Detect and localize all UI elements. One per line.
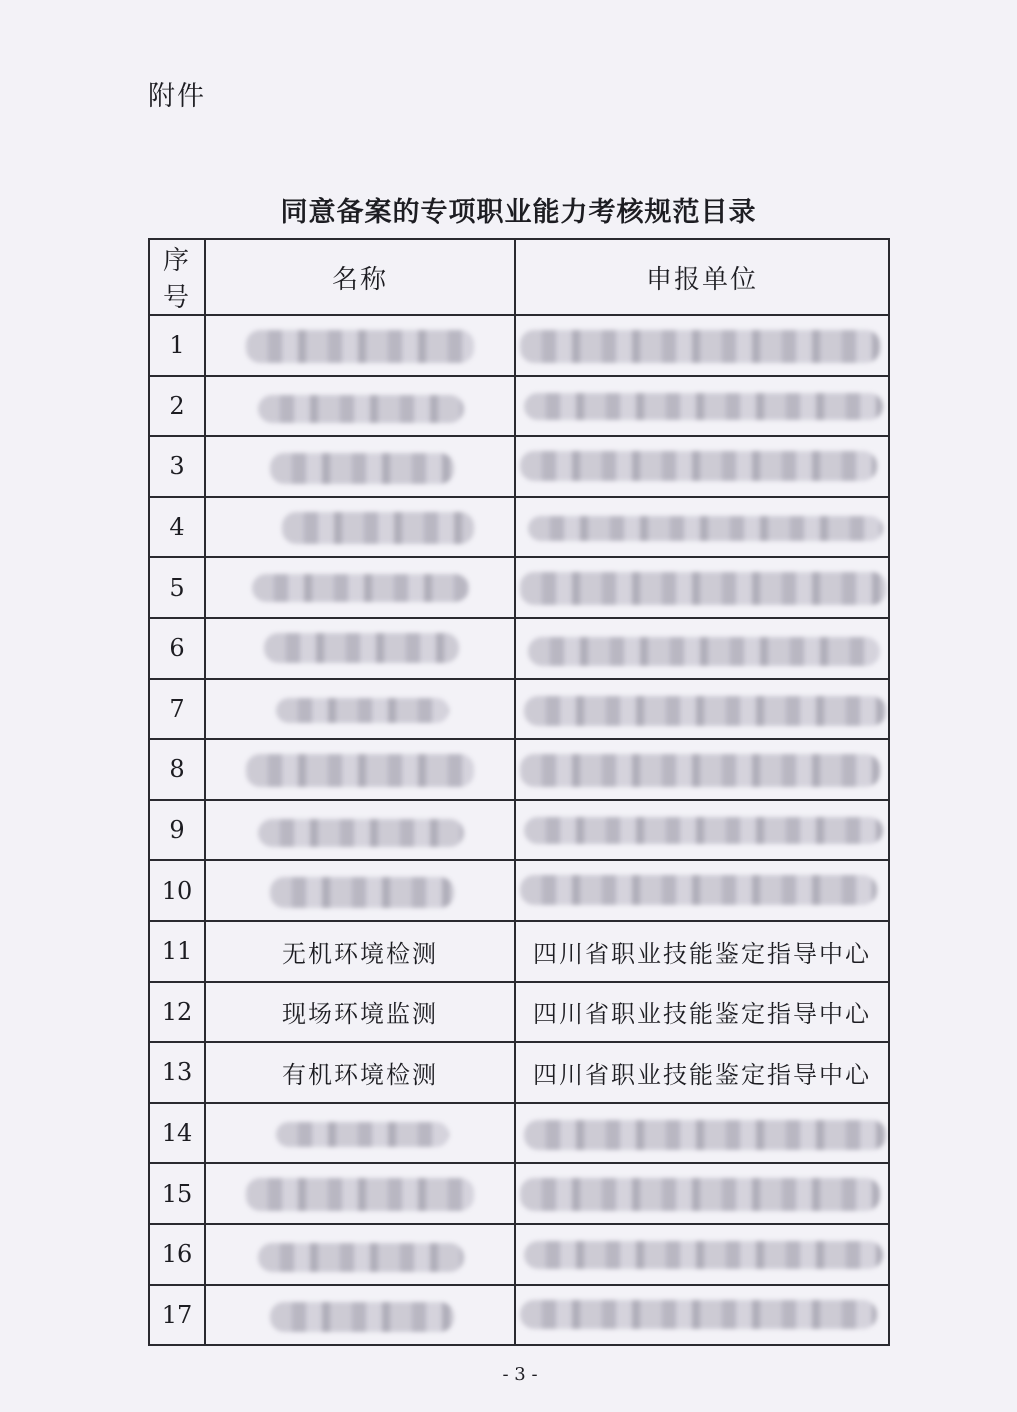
redaction-blur xyxy=(246,330,474,363)
cell-applicant-unit-text: 四川省职业技能鉴定指导中心 xyxy=(533,1000,871,1029)
cell-name xyxy=(205,557,515,618)
redaction-blur xyxy=(520,754,880,787)
redaction-blur xyxy=(270,1302,454,1333)
cell-applicant-unit xyxy=(515,1042,889,1103)
redaction-blur xyxy=(524,1120,886,1151)
attachment-label: 附件 xyxy=(148,81,206,112)
page-number: - 3 - xyxy=(502,1364,538,1385)
redaction-blur xyxy=(524,1241,883,1269)
cell-applicant-unit xyxy=(515,315,889,376)
cell-serial-number: 11 xyxy=(149,921,205,982)
cell-name xyxy=(205,800,515,861)
table-row xyxy=(149,557,889,618)
redaction-blur xyxy=(520,451,877,481)
cell-serial-number: 2 xyxy=(149,376,205,437)
table-row xyxy=(149,618,889,679)
redaction-blur xyxy=(520,330,880,363)
cell-applicant-unit xyxy=(515,618,889,679)
cell-applicant-unit xyxy=(515,1103,889,1164)
cell-name xyxy=(205,860,515,921)
cell-applicant-unit xyxy=(515,1285,889,1346)
cell-applicant-unit xyxy=(515,1163,889,1224)
table-row xyxy=(149,800,889,861)
redaction-blur xyxy=(524,393,883,421)
cell-name xyxy=(205,618,515,679)
header-applicant-unit: 申报单位 xyxy=(515,239,889,315)
cell-name xyxy=(205,921,515,982)
redaction-blur xyxy=(520,572,886,605)
cell-serial-number: 16 xyxy=(149,1224,205,1285)
cell-applicant-unit xyxy=(515,497,889,558)
table-header-row xyxy=(149,239,889,315)
redaction-blur xyxy=(520,1300,877,1330)
cell-applicant-unit xyxy=(515,982,889,1043)
redaction-blur xyxy=(276,698,449,724)
redaction-blur xyxy=(246,1178,474,1211)
redaction-blur xyxy=(246,754,474,787)
header-serial-number: 序号 xyxy=(149,239,205,315)
table-row xyxy=(149,860,889,921)
table-row xyxy=(149,1163,889,1224)
cell-applicant-unit xyxy=(515,436,889,497)
cell-serial-number: 7 xyxy=(149,679,205,740)
cell-name xyxy=(205,376,515,437)
table-row xyxy=(149,982,889,1043)
cell-serial-number: 4 xyxy=(149,497,205,558)
redaction-blur xyxy=(528,516,883,542)
cell-name xyxy=(205,982,515,1043)
table-row xyxy=(149,315,889,376)
cell-serial-number: 8 xyxy=(149,739,205,800)
table-body xyxy=(149,315,889,1345)
redaction-blur xyxy=(520,1178,880,1211)
table-row xyxy=(149,739,889,800)
table-row xyxy=(149,1103,889,1164)
redaction-blur xyxy=(524,696,886,727)
table-row xyxy=(149,1285,889,1346)
table-row xyxy=(149,1224,889,1285)
cell-name xyxy=(205,1224,515,1285)
cell-serial-number: 14 xyxy=(149,1103,205,1164)
cell-name-text: 无机环境检测 xyxy=(282,939,438,968)
document-title: 同意备案的专项职业能力考核规范目录 xyxy=(280,197,757,228)
table-row xyxy=(149,1042,889,1103)
redaction-blur xyxy=(258,819,464,848)
table-row xyxy=(149,679,889,740)
redaction-blur xyxy=(282,512,474,545)
redaction-blur xyxy=(270,877,454,908)
cell-name xyxy=(205,1163,515,1224)
header-name: 名称 xyxy=(205,239,515,315)
redaction-blur xyxy=(270,453,454,484)
cell-serial-number: 17 xyxy=(149,1285,205,1346)
cell-serial-number: 9 xyxy=(149,800,205,861)
redaction-blur xyxy=(258,1243,464,1272)
cell-name xyxy=(205,436,515,497)
redaction-blur xyxy=(264,633,459,663)
cell-name xyxy=(205,497,515,558)
cell-applicant-unit xyxy=(515,1224,889,1285)
catalog-table xyxy=(148,238,890,1346)
cell-name xyxy=(205,739,515,800)
cell-serial-number: 15 xyxy=(149,1163,205,1224)
cell-applicant-unit xyxy=(515,739,889,800)
cell-serial-number: 12 xyxy=(149,982,205,1043)
cell-name-text: 有机环境检测 xyxy=(282,1060,438,1089)
redaction-blur xyxy=(252,574,469,602)
cell-name xyxy=(205,679,515,740)
cell-serial-number: 13 xyxy=(149,1042,205,1103)
table-row xyxy=(149,497,889,558)
cell-applicant-unit xyxy=(515,860,889,921)
cell-serial-number: 3 xyxy=(149,436,205,497)
cell-applicant-unit xyxy=(515,557,889,618)
cell-name-text: 现场环境监测 xyxy=(282,1000,438,1029)
cell-applicant-unit-text: 四川省职业技能鉴定指导中心 xyxy=(533,1060,871,1089)
cell-serial-number: 1 xyxy=(149,315,205,376)
redaction-blur xyxy=(524,817,883,845)
cell-name xyxy=(205,1042,515,1103)
table-row xyxy=(149,921,889,982)
cell-applicant-unit-text: 四川省职业技能鉴定指导中心 xyxy=(533,939,871,968)
cell-serial-number: 10 xyxy=(149,860,205,921)
cell-applicant-unit xyxy=(515,921,889,982)
table-row xyxy=(149,376,889,437)
cell-applicant-unit xyxy=(515,800,889,861)
table-row xyxy=(149,436,889,497)
cell-name xyxy=(205,315,515,376)
cell-serial-number: 5 xyxy=(149,557,205,618)
redaction-blur xyxy=(520,875,877,905)
redaction-blur xyxy=(258,395,464,424)
cell-serial-number: 6 xyxy=(149,618,205,679)
cell-name xyxy=(205,1103,515,1164)
cell-name xyxy=(205,1285,515,1346)
redaction-blur xyxy=(528,637,880,666)
redaction-blur xyxy=(276,1122,449,1148)
cell-applicant-unit xyxy=(515,679,889,740)
cell-applicant-unit xyxy=(515,376,889,437)
